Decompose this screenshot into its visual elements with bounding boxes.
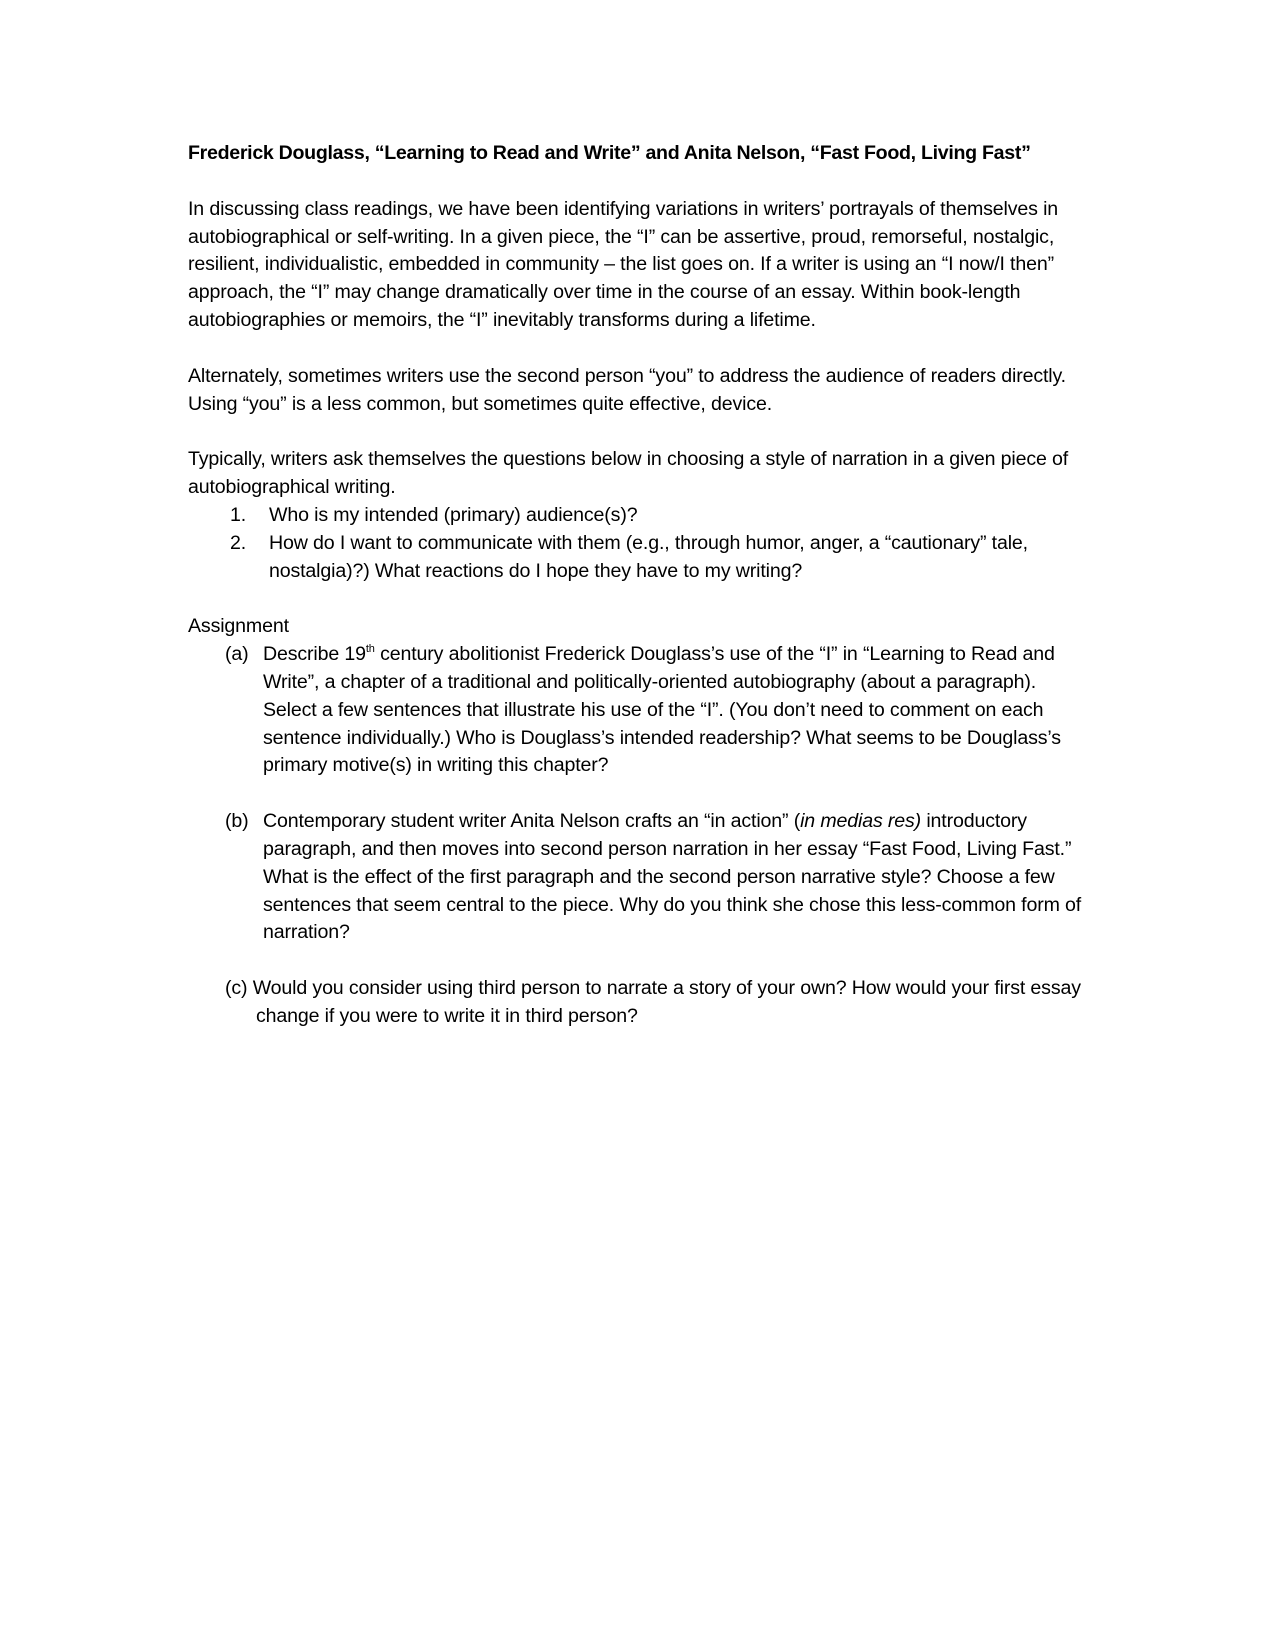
assignment-item-label: (a): [225, 643, 249, 666]
question-text: Who is my intended (primary) audience(s)?: [269, 503, 638, 526]
intro-paragraph: In discussing class readings, we have been identifying variations in writers’ portrayals of themselves in autobiographical or self-writing. In a given piece, the “I” can be assertive, proud, remorseful, nostalgic, resilient, individualistic, embedded in community – the list goes on. If a writer is using an “I now/I then” approach, the “I” may change dramatically over time in the course of an essay. Within book-length autobiographies or memoirs, the “I” inevitably transforms during a lifetime.: [188, 197, 1059, 331]
questions-intro-paragraph: Typically, writers ask themselves the questions below in choosing a style of narration in a given piece of autobiographical writing.: [188, 448, 1069, 499]
assignment-b-text-start: Contemporary student writer Anita Nelson crafts an “in action” (: [263, 810, 801, 833]
assignment-b-text-rest: introductory paragraph, and then moves into second person narration in her essay “Fast Food, Living Fast.” What is the effect of the first paragraph and the second person narrative style? Choose a few sentences that seem central to the piece. Why do you think she chose this less-common form of narration?: [263, 810, 1082, 944]
document-body: [188, 140, 1088, 1031]
ordinal-superscript: th: [365, 643, 375, 656]
question-item: [188, 530, 1088, 586]
second-person-paragraph: Alternately, sometimes writers use the second person “you” to address the audience of readers directly. Using “you” is a less common, but sometimes quite effective, device.: [188, 364, 1066, 415]
document-title: Frederick Douglass, “Learning to Read and Write” and Anita Nelson, “Fast Food, Living Fast”: [188, 142, 1031, 164]
assignment-a-text-rest: century abolitionist Frederick Douglass’s use of the “I” in “Learning to Read and Write”, a chapter of a traditional and politically-oriented autobiography (about a paragraph). Select a few sentences that illustrate his use of the “I”. (You don’t need to comment on each sentence individually.) Who is Douglass’s intended readership? What seems to be Douglass’s primary motive(s) in writing this chapter?: [263, 643, 1061, 777]
latin-phrase: in medias res): [800, 810, 922, 833]
assignment-a-text-start: Describe 19: [263, 643, 366, 666]
question-text: How do I want to communicate with them (e.g., through humor, anger, a “cautionary” tale, nostalgia)?) What reactions do I hope they have to my writing?: [269, 531, 1028, 582]
question-number: 1.: [230, 503, 247, 526]
question-number: 2.: [230, 531, 247, 554]
question-item: [188, 502, 1088, 530]
assignment-item-label: (b): [225, 810, 249, 833]
assignment-item-b: [188, 808, 1088, 947]
questions-list: [188, 502, 1088, 585]
assignment-heading: Assignment: [188, 615, 289, 638]
assignment-item-a: [188, 641, 1088, 780]
assignment-item-c: (c) Would you consider using third person to narrate a story of your own? How would your first essay change if you were to write it in third person?: [225, 977, 1081, 1027]
